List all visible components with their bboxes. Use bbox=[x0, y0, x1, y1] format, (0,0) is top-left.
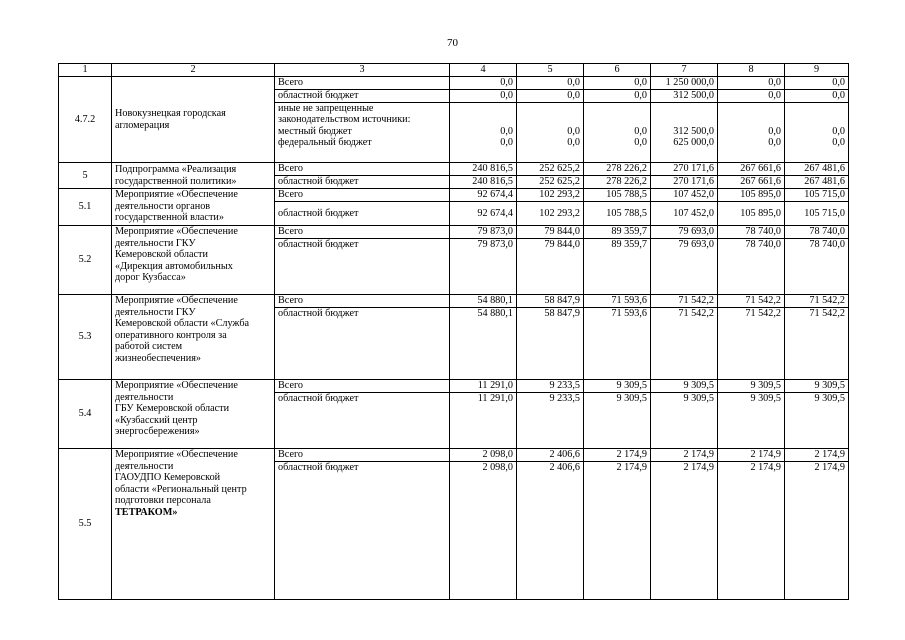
funding-source-cell bbox=[275, 295, 450, 380]
row-number: 4.7.2 bbox=[59, 77, 112, 163]
value-line: 312 500,0 bbox=[651, 90, 717, 103]
program-name bbox=[112, 189, 275, 226]
value-cell bbox=[718, 449, 785, 600]
value-line: 2 174,9 bbox=[683, 462, 714, 473]
program-name-line: «Кузбасский центр bbox=[115, 414, 198, 426]
row-number: 5.3 bbox=[59, 295, 112, 380]
value-total: 89 359,7 bbox=[584, 226, 650, 239]
value-line: 71 542,2 bbox=[678, 308, 714, 319]
value-line: 312 500,0 bbox=[673, 125, 714, 137]
value-line bbox=[584, 103, 650, 115]
value-cell bbox=[651, 380, 718, 449]
source-total: Всего bbox=[275, 189, 449, 202]
value-total: 2 174,9 bbox=[785, 449, 848, 462]
value-cell bbox=[517, 226, 584, 295]
value-cell bbox=[517, 77, 584, 163]
program-name-line: Кемеровской области bbox=[115, 249, 208, 260]
value-line: 54 880,1 bbox=[477, 308, 513, 319]
value-line: 278 226,2 bbox=[606, 176, 647, 187]
value-cell bbox=[718, 380, 785, 449]
value-cell bbox=[450, 449, 517, 600]
value-line bbox=[718, 103, 784, 115]
value-line: 79 693,0 bbox=[678, 239, 714, 250]
column-header: 9 bbox=[785, 64, 849, 77]
value-line: 58 847,9 bbox=[544, 308, 580, 319]
value-line: 71 593,6 bbox=[611, 308, 647, 319]
value-cell bbox=[517, 163, 584, 189]
value-total: 1 250 000,0 bbox=[651, 77, 717, 90]
source-line: областной бюджет bbox=[278, 239, 359, 250]
value-total: 54 880,1 bbox=[450, 295, 516, 308]
value-line: 0,0 bbox=[768, 137, 781, 148]
value-cell bbox=[584, 189, 651, 226]
cell-stack bbox=[275, 295, 449, 379]
value-total: 267 661,6 bbox=[718, 163, 784, 176]
value-total: 9 233,5 bbox=[517, 380, 583, 393]
program-name-line: Мероприятие «Обеспечение bbox=[115, 189, 238, 200]
program-name-line: ГБУ Кемеровской области bbox=[115, 403, 230, 414]
value-cell bbox=[450, 380, 517, 449]
program-name-line: Кемеровской области «Служба bbox=[115, 318, 250, 329]
program-name-line: области «Региональный центр bbox=[115, 483, 247, 495]
program-name-line: оперативного контроля за bbox=[115, 329, 227, 341]
value-line: 2 174,9 bbox=[750, 462, 781, 473]
source-line: областной бюджет bbox=[278, 176, 359, 187]
program-name-line: Новокузнецкая городская bbox=[115, 108, 226, 119]
program-name-line: государственной политики» bbox=[115, 175, 237, 187]
value-cell bbox=[651, 77, 718, 163]
program-name-line: Мероприятие «Обеспечение bbox=[115, 295, 238, 306]
value-line: 9 233,5 bbox=[549, 393, 580, 404]
value-line: 0,0 bbox=[584, 90, 650, 103]
value-line: 0,0 bbox=[500, 125, 513, 137]
value-cell bbox=[785, 380, 849, 449]
value-line: 267 661,6 bbox=[740, 176, 781, 187]
program-name-line: жизнеобеспечения» bbox=[115, 352, 201, 364]
value-line: 252 625,2 bbox=[539, 176, 580, 187]
value-total: 2 174,9 bbox=[584, 449, 650, 462]
value-total: 79 873,0 bbox=[450, 226, 516, 239]
column-header: 8 bbox=[718, 64, 785, 77]
value-line: 0,0 bbox=[500, 137, 513, 148]
value-total: 0,0 bbox=[718, 77, 784, 90]
cell-stack bbox=[275, 380, 449, 448]
program-name-line: государственной власти» bbox=[115, 212, 224, 223]
program-name-line: Подпрограмма «Реализация bbox=[115, 164, 237, 175]
value-total: 9 309,5 bbox=[584, 380, 650, 393]
program-name-line: агломерация bbox=[115, 119, 170, 131]
value-line: 79 873,0 bbox=[477, 239, 513, 250]
value-cell bbox=[584, 295, 651, 380]
program-name bbox=[112, 77, 275, 163]
value-total: 270 171,6 bbox=[651, 163, 717, 176]
value-line: 79 844,0 bbox=[544, 239, 580, 250]
program-name-line: деятельности ГКУ bbox=[115, 306, 196, 318]
row-number: 5.5 bbox=[59, 449, 112, 600]
value-total: 9 309,5 bbox=[651, 380, 717, 393]
value-total: 78 740,0 bbox=[718, 226, 784, 239]
value-line bbox=[450, 114, 516, 126]
source-line: областной бюджет bbox=[278, 208, 359, 219]
source-total: Всего bbox=[275, 226, 449, 239]
cell-stack bbox=[275, 77, 449, 162]
value-total: 71 593,6 bbox=[584, 295, 650, 308]
value-line bbox=[450, 103, 516, 115]
value-line: 0,0 bbox=[450, 90, 516, 103]
value-cell bbox=[450, 295, 517, 380]
value-total: 9 309,5 bbox=[718, 380, 784, 393]
value-total: 107 452,0 bbox=[651, 189, 717, 202]
cell-stack bbox=[275, 449, 449, 599]
value-line: 0,0 bbox=[517, 90, 583, 103]
value-line: 0,0 bbox=[768, 125, 781, 137]
program-name-line: дорог Кузбасса» bbox=[115, 272, 186, 283]
column-header: 7 bbox=[651, 64, 718, 77]
value-total: 0,0 bbox=[517, 77, 583, 90]
value-line: 78 740,0 bbox=[809, 239, 845, 250]
program-name bbox=[112, 380, 275, 449]
value-cell bbox=[517, 380, 584, 449]
value-line: 9 309,5 bbox=[750, 393, 781, 404]
value-line bbox=[584, 114, 650, 126]
value-cell bbox=[785, 295, 849, 380]
value-cell bbox=[718, 295, 785, 380]
value-line bbox=[517, 103, 583, 115]
value-line: 0,0 bbox=[832, 125, 845, 137]
program-name-line: Мероприятие «Обеспечение bbox=[115, 226, 238, 237]
value-cell bbox=[584, 77, 651, 163]
program-name-line: ГАОУДПО Кемеровской bbox=[115, 472, 221, 483]
value-cell bbox=[651, 449, 718, 600]
value-cell bbox=[651, 163, 718, 189]
value-line: 9 309,5 bbox=[616, 393, 647, 404]
value-line: 11 291,0 bbox=[477, 393, 513, 404]
value-cell bbox=[584, 380, 651, 449]
value-line: 102 293,2 bbox=[539, 208, 580, 219]
source-line: областной бюджет bbox=[278, 462, 359, 473]
program-name-line: «Дирекция автомобильных bbox=[115, 260, 233, 272]
program-name-line: деятельности ГКУ bbox=[115, 237, 196, 249]
column-header: 6 bbox=[584, 64, 651, 77]
value-total: 2 406,6 bbox=[517, 449, 583, 462]
source-total: Всего bbox=[275, 449, 449, 462]
funding-source-cell bbox=[275, 380, 450, 449]
source-total: Всего bbox=[275, 163, 449, 176]
value-line bbox=[651, 103, 717, 115]
value-line bbox=[718, 114, 784, 126]
value-line: 0,0 bbox=[785, 90, 848, 103]
row-number: 5.2 bbox=[59, 226, 112, 295]
source-line: областной бюджет bbox=[278, 308, 359, 319]
value-cell bbox=[450, 77, 517, 163]
source-total: Всего bbox=[275, 380, 449, 393]
value-total: 2 174,9 bbox=[718, 449, 784, 462]
value-line: 0,0 bbox=[634, 125, 647, 137]
funding-source-cell bbox=[275, 226, 450, 295]
value-cell bbox=[785, 163, 849, 189]
value-cell bbox=[718, 189, 785, 226]
program-name-line: Мероприятие «Обеспечение bbox=[115, 380, 238, 391]
funding-source-cell bbox=[275, 449, 450, 600]
value-line bbox=[517, 114, 583, 126]
program-name-line: подготовки персонала bbox=[115, 495, 211, 506]
program-name bbox=[112, 295, 275, 380]
value-line: 0,0 bbox=[567, 125, 580, 137]
value-cell bbox=[450, 226, 517, 295]
value-line: 89 359,7 bbox=[611, 239, 647, 250]
column-header: 3 bbox=[275, 64, 450, 77]
value-line: 105 715,0 bbox=[804, 208, 845, 219]
value-total: 92 674,4 bbox=[450, 189, 516, 202]
value-line bbox=[785, 114, 848, 126]
value-cell bbox=[651, 295, 718, 380]
source-line: областной бюджет bbox=[275, 90, 449, 103]
source-line: иные не запрещенные bbox=[278, 102, 374, 114]
value-line: 2 406,6 bbox=[549, 462, 580, 473]
column-header: 2 bbox=[112, 64, 275, 77]
column-header: 4 bbox=[450, 64, 517, 77]
funding-source-cell bbox=[275, 189, 450, 226]
value-line: 105 788,5 bbox=[606, 208, 647, 219]
value-line bbox=[651, 114, 717, 126]
value-cell bbox=[785, 226, 849, 295]
cell-stack bbox=[275, 226, 449, 294]
row-number: 5 bbox=[59, 163, 112, 189]
value-cell bbox=[785, 77, 849, 163]
value-cell bbox=[517, 295, 584, 380]
source-line: областной бюджет bbox=[278, 393, 359, 404]
value-cell bbox=[651, 189, 718, 226]
value-total: 105 895,0 bbox=[718, 189, 784, 202]
value-total: 102 293,2 bbox=[517, 189, 583, 202]
value-total: 0,0 bbox=[584, 77, 650, 90]
value-cell bbox=[785, 449, 849, 600]
program-name-line: ТЕТРАКОМ» bbox=[115, 506, 178, 518]
value-line: 0,0 bbox=[567, 137, 580, 148]
value-total: 252 625,2 bbox=[517, 163, 583, 176]
value-total: 2 174,9 bbox=[651, 449, 717, 462]
value-total: 71 542,2 bbox=[651, 295, 717, 308]
value-cell bbox=[517, 189, 584, 226]
program-name-line: деятельности bbox=[115, 391, 174, 403]
value-line: 9 309,5 bbox=[683, 393, 714, 404]
value-cell bbox=[584, 226, 651, 295]
column-header: 5 bbox=[517, 64, 584, 77]
program-row bbox=[59, 189, 849, 226]
program-name-line: работой систем bbox=[115, 341, 183, 352]
value-cell bbox=[718, 77, 785, 163]
value-total: 0,0 bbox=[450, 77, 516, 90]
value-total: 58 847,9 bbox=[517, 295, 583, 308]
value-total: 11 291,0 bbox=[450, 380, 516, 393]
value-line: 92 674,4 bbox=[477, 208, 513, 219]
value-total: 79 844,0 bbox=[517, 226, 583, 239]
value-total: 9 309,5 bbox=[785, 380, 848, 393]
program-row bbox=[59, 163, 849, 189]
value-line: 0,0 bbox=[832, 137, 845, 148]
value-line: 105 895,0 bbox=[740, 208, 781, 219]
program-name-line: энергосбережения» bbox=[115, 426, 200, 437]
source-total: Всего bbox=[275, 295, 449, 308]
value-line: 71 542,2 bbox=[745, 308, 781, 319]
value-line: 2 174,9 bbox=[814, 462, 845, 473]
cell-stack bbox=[275, 163, 449, 188]
program-name-line: деятельности bbox=[115, 460, 174, 472]
value-line: 0,0 bbox=[718, 90, 784, 103]
value-cell bbox=[450, 189, 517, 226]
value-cell bbox=[450, 163, 517, 189]
value-line: 107 452,0 bbox=[673, 208, 714, 219]
value-total: 71 542,2 bbox=[718, 295, 784, 308]
funding-source-cell bbox=[275, 77, 450, 163]
value-total: 267 481,6 bbox=[785, 163, 848, 176]
program-row bbox=[59, 77, 849, 163]
value-total: 2 098,0 bbox=[450, 449, 516, 462]
value-line: 267 481,6 bbox=[804, 176, 845, 187]
program-row bbox=[59, 380, 849, 449]
value-line: 71 542,2 bbox=[809, 308, 845, 319]
value-total: 78 740,0 bbox=[785, 226, 848, 239]
cell-stack bbox=[275, 189, 449, 225]
program-row bbox=[59, 449, 849, 600]
value-line: 78 740,0 bbox=[745, 239, 781, 250]
program-name bbox=[112, 226, 275, 295]
program-row bbox=[59, 226, 849, 295]
column-header: 1 bbox=[59, 64, 112, 77]
source-line: законодательством источники: bbox=[278, 114, 411, 125]
value-line: 2 098,0 bbox=[482, 462, 513, 473]
value-line: 2 174,9 bbox=[616, 462, 647, 473]
program-name-line: деятельности органов bbox=[115, 200, 211, 212]
value-cell bbox=[584, 163, 651, 189]
budget-table bbox=[58, 63, 849, 600]
value-line: 625 000,0 bbox=[673, 137, 714, 148]
value-total: 79 693,0 bbox=[651, 226, 717, 239]
value-cell bbox=[718, 226, 785, 295]
value-line: 0,0 bbox=[634, 137, 647, 148]
value-total: 278 226,2 bbox=[584, 163, 650, 176]
value-total: 105 788,5 bbox=[584, 189, 650, 202]
program-row bbox=[59, 295, 849, 380]
value-cell bbox=[718, 163, 785, 189]
value-total: 105 715,0 bbox=[785, 189, 848, 202]
row-number: 5.4 bbox=[59, 380, 112, 449]
page-number: 70 bbox=[447, 37, 458, 49]
program-name-line: Мероприятие «Обеспечение bbox=[115, 449, 238, 460]
value-cell bbox=[785, 189, 849, 226]
value-line: 9 309,5 bbox=[814, 393, 845, 404]
value-line bbox=[785, 103, 848, 115]
value-line: 270 171,6 bbox=[673, 176, 714, 187]
source-total: Всего bbox=[275, 77, 449, 90]
value-total: 240 816,5 bbox=[450, 163, 516, 176]
value-cell bbox=[584, 449, 651, 600]
program-name bbox=[112, 163, 275, 189]
value-cell bbox=[651, 226, 718, 295]
value-total: 71 542,2 bbox=[785, 295, 848, 308]
value-total: 0,0 bbox=[785, 77, 848, 90]
value-line: 240 816,5 bbox=[472, 176, 513, 187]
row-number: 5.1 bbox=[59, 189, 112, 226]
funding-source-cell bbox=[275, 163, 450, 189]
source-line: федеральный бюджет bbox=[278, 137, 372, 148]
value-cell bbox=[517, 449, 584, 600]
source-line: местный бюджет bbox=[278, 125, 352, 137]
program-name bbox=[112, 449, 275, 600]
column-number-header-row bbox=[59, 64, 849, 77]
